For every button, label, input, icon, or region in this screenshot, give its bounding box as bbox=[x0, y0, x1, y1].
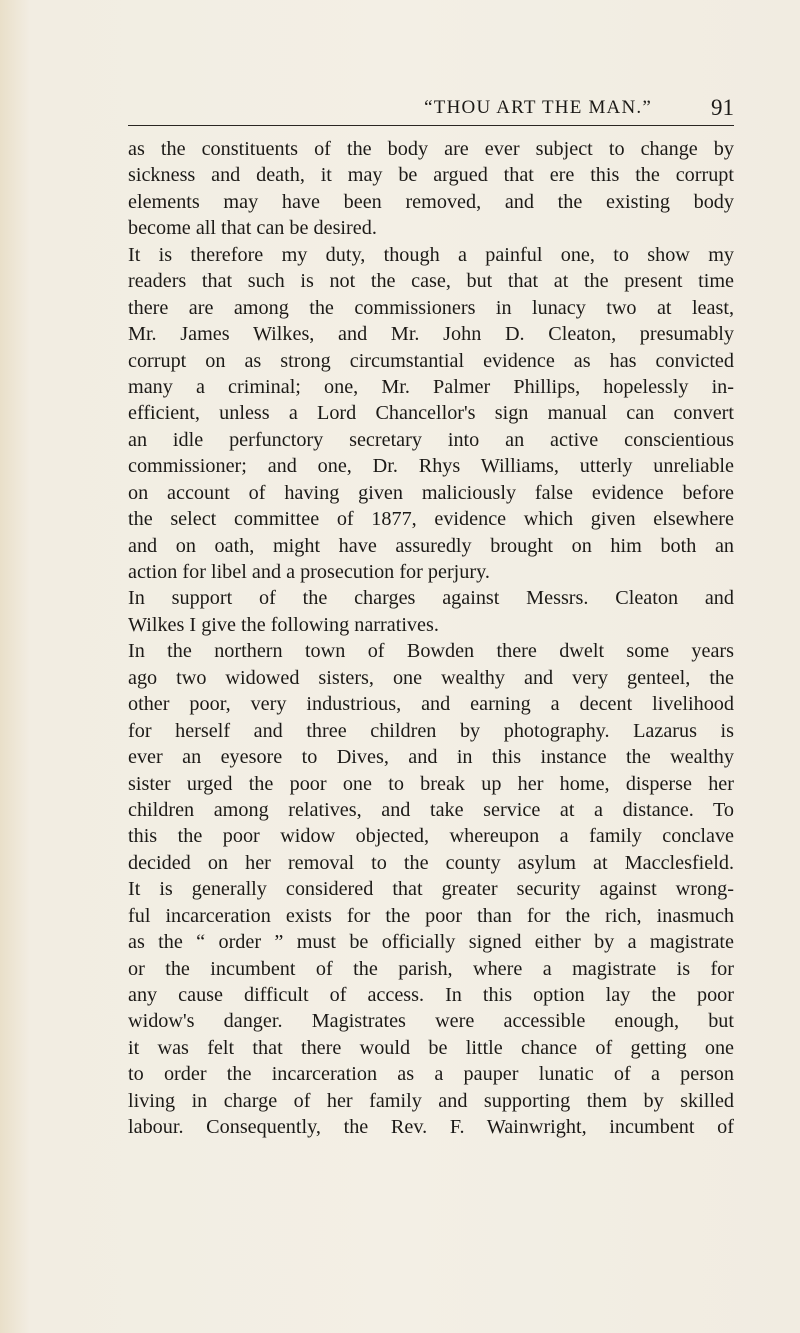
text-line: there are among the commissioners in lunacy two at least, bbox=[128, 296, 734, 319]
text-line: an idle perfunctory secretary into an active conscientious bbox=[128, 428, 734, 451]
text-line: widow's danger. Magistrates were accessible enough, but bbox=[128, 1010, 734, 1033]
text-line: as the “ order ” must be officially signed either by a magistrate bbox=[128, 931, 734, 954]
text-line: this the poor widow objected, whereupon a family conclave bbox=[128, 825, 734, 848]
text-line: on account of having given maliciously false evidence before bbox=[128, 481, 734, 504]
text-line: ago two widowed sisters, one wealthy and very genteel, the bbox=[128, 666, 734, 689]
text-line: ful incarceration exists for the poor than for the rich, inasmuch bbox=[128, 904, 734, 927]
text-line: readers that such is not the case, but that at the present time bbox=[128, 270, 734, 293]
text-line: many a criminal; one, Mr. Palmer Phillips, hopelessly in- bbox=[128, 375, 734, 398]
text-line: or the incumbent of the parish, where a magistrate is for bbox=[128, 957, 734, 980]
text-line: for herself and three children by photography. Lazarus is bbox=[128, 719, 734, 742]
text-line: any cause difficult of access. In this option lay the poor bbox=[128, 984, 734, 1006]
text-line: corrupt on as strong circumstantial evidence as has convicted bbox=[128, 349, 734, 372]
text-line: sister urged the poor one to break up her home, disperse her bbox=[128, 772, 734, 795]
text-line: commissioner; and one, Dr. Rhys Williams, utterly unreliable bbox=[128, 455, 734, 478]
text-line: In the northern town of Bowden there dwelt some years bbox=[128, 640, 734, 663]
text-line: other poor, very industrious, and earning a decent livelihood bbox=[128, 693, 734, 716]
page-header bbox=[128, 95, 734, 126]
text-line: it was felt that there would be little chance of getting one bbox=[128, 1036, 734, 1059]
text-line: the select committee of 1877, evidence which given elsewhere bbox=[128, 508, 734, 531]
text-line: In support of the charges against Messrs. Cleaton and bbox=[128, 587, 734, 610]
text-line: elements may have been removed, and the existing body bbox=[128, 190, 734, 213]
text-line: efficient, unless a Lord Chancellor's sign manual can convert bbox=[128, 402, 734, 425]
text-line: It is therefore my duty, though a painful one, to show my bbox=[128, 243, 734, 266]
text-line: and on oath, might have assuredly brought on him both an bbox=[128, 534, 734, 557]
text-line: decided on her removal to the county asylum at Macclesfield. bbox=[128, 851, 734, 874]
text-line: to order the incarceration as a pauper lunatic of a person bbox=[128, 1063, 734, 1086]
running-head: “THOU ART THE MAN.” bbox=[424, 97, 652, 118]
text-line: It is generally considered that greater security against wrong- bbox=[128, 878, 734, 901]
text-line: Mr. James Wilkes, and Mr. John D. Cleaton, presumably bbox=[128, 323, 734, 346]
text-line: children among relatives, and take service at a distance. To bbox=[128, 798, 734, 821]
body-text bbox=[128, 136, 734, 1141]
text-line: labour. Consequently, the Rev. F. Wainwright, incumbent of bbox=[128, 1116, 734, 1139]
text-line: ever an eyesore to Dives, and in this instance the wealthy bbox=[128, 746, 734, 769]
text-line: action for libel and a prosecution for perjury. bbox=[128, 561, 490, 583]
text-line: become all that can be desired. bbox=[128, 217, 377, 240]
page-number: 91 bbox=[711, 95, 734, 120]
text-line: as the constituents of the body are ever subject to change by bbox=[128, 138, 734, 160]
text-line: Wilkes I give the following narratives. bbox=[128, 613, 439, 636]
text-line: living in charge of her family and supporting them by skilled bbox=[128, 1089, 734, 1112]
text-line: sickness and death, it may be argued that ere this the corrupt bbox=[128, 164, 734, 187]
